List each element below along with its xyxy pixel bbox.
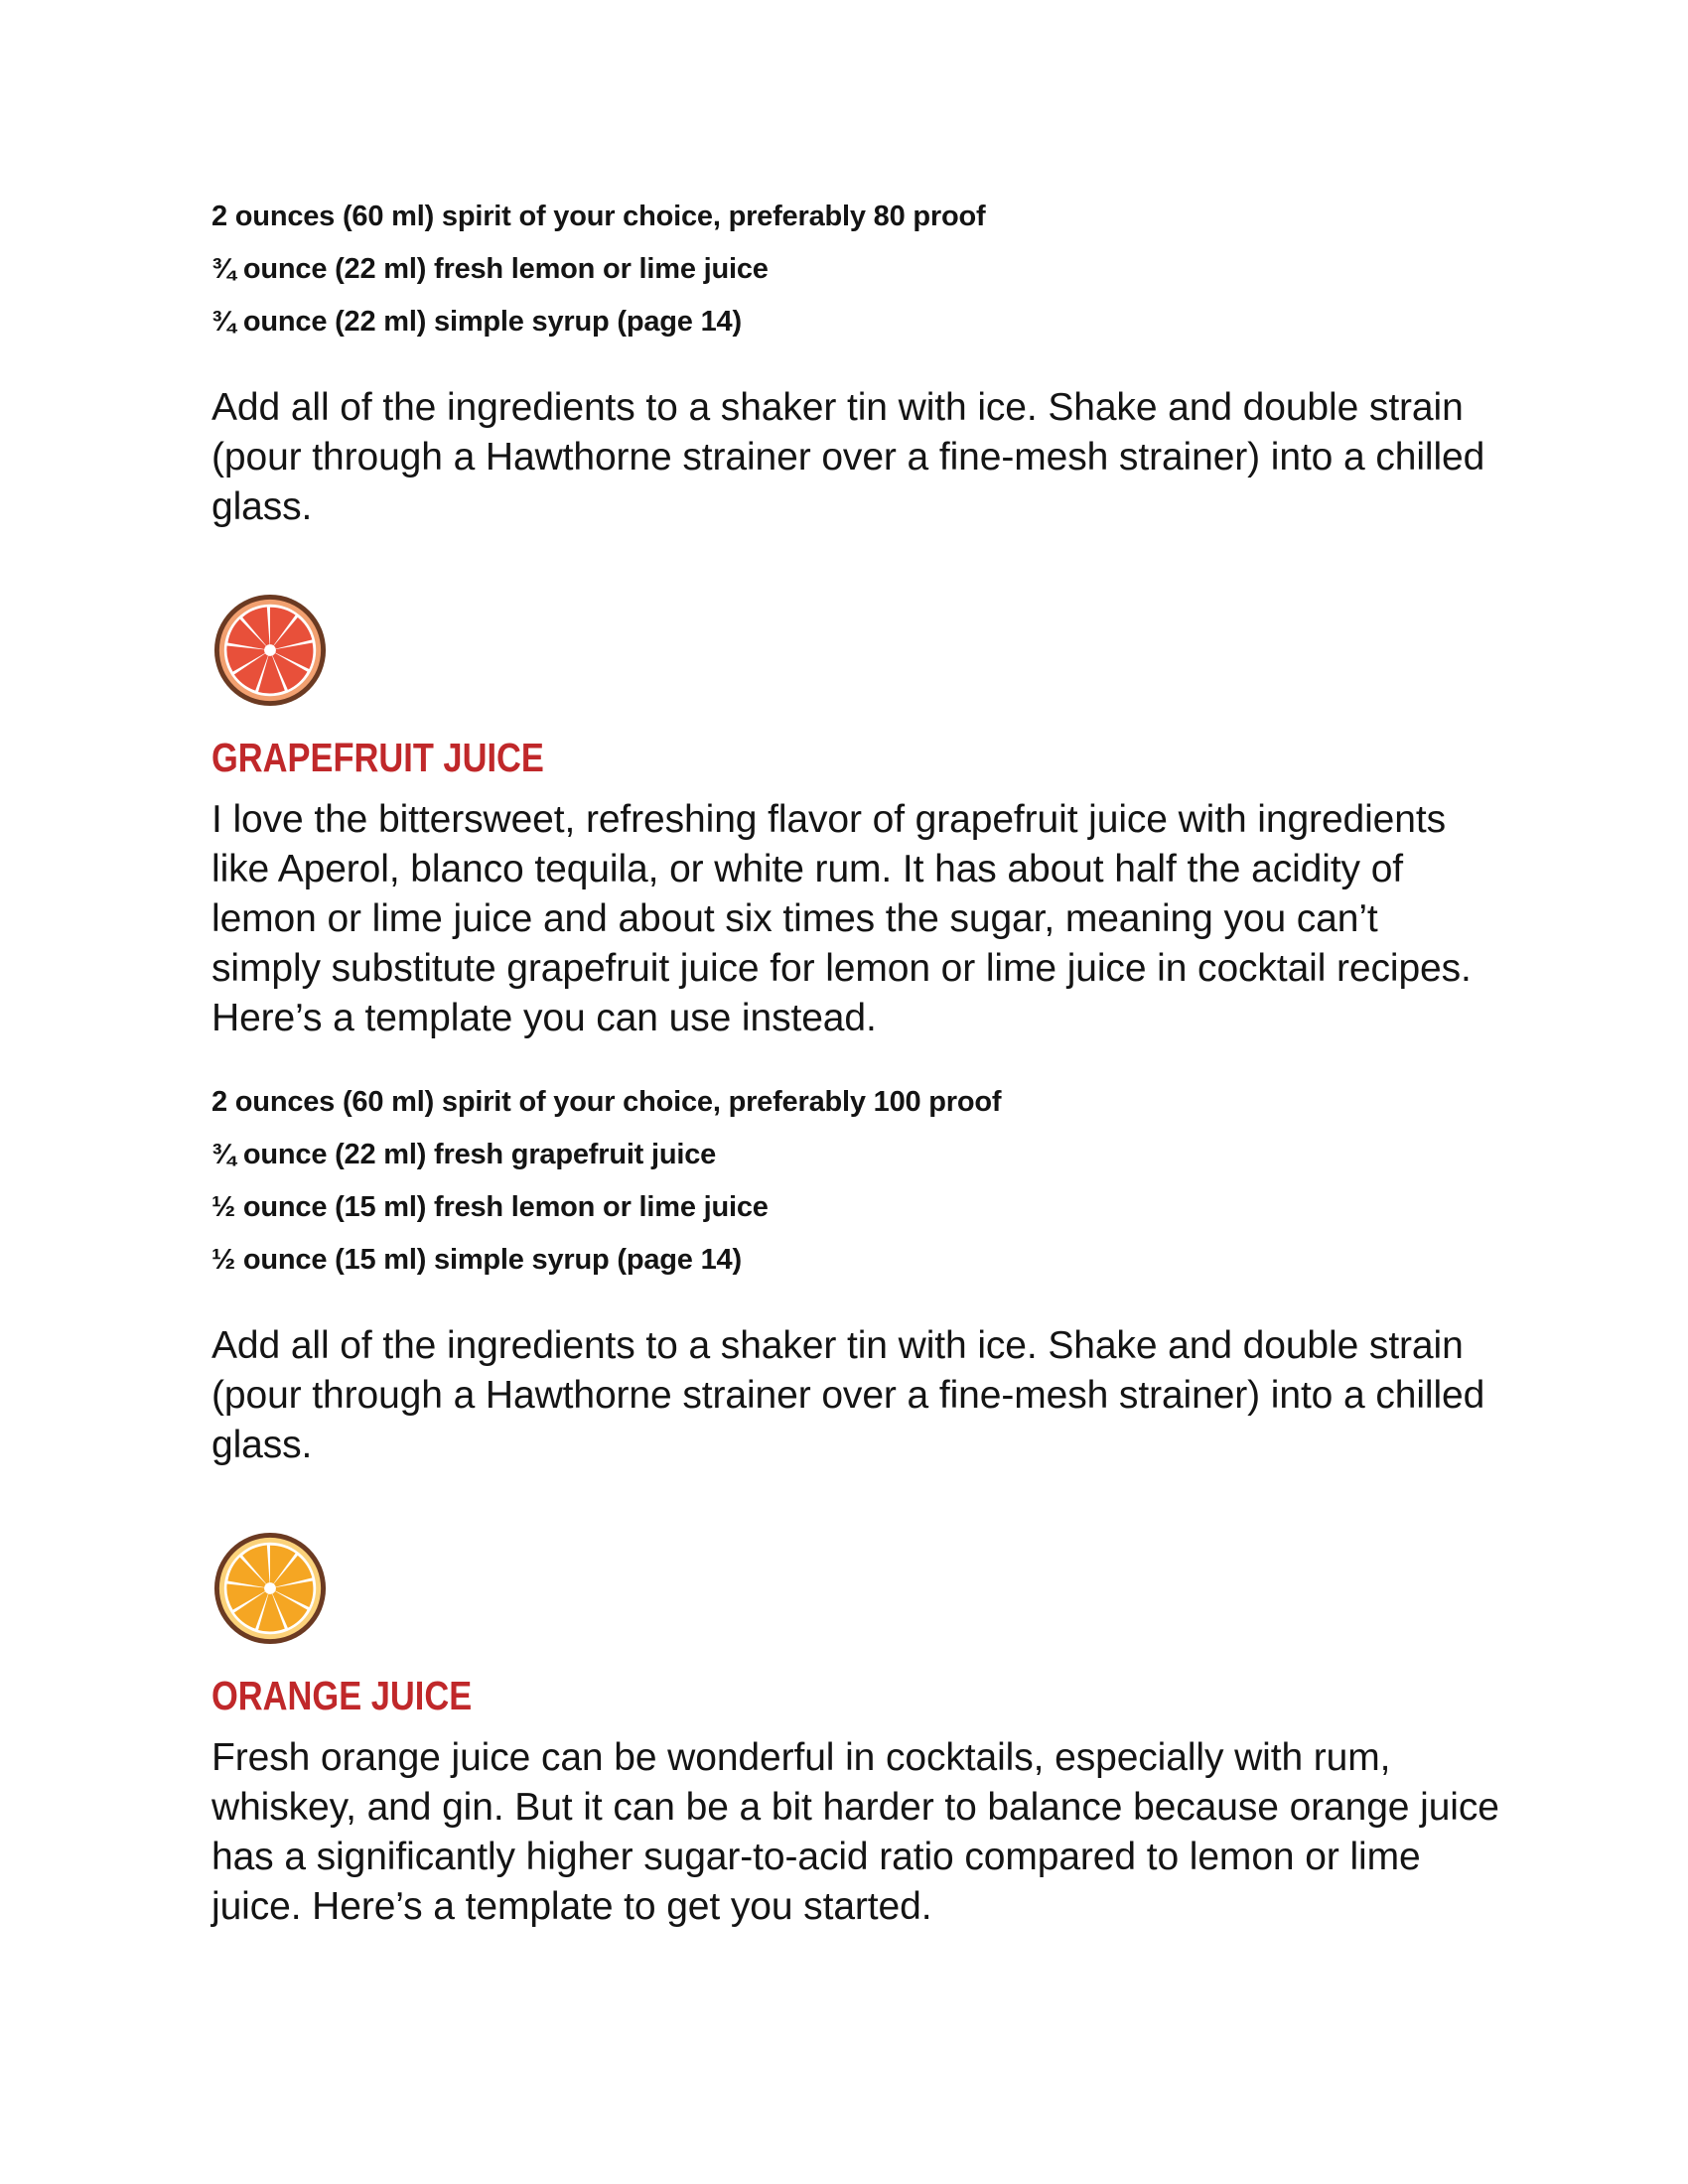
orange-heading: ORANGE JUICE <box>211 1673 473 1718</box>
ingredient-line: ½ ounce (15 ml) fresh lemon or lime juice <box>211 1191 769 1223</box>
ingredient-line: ½ ounce (15 ml) simple syrup (page 14) <box>211 1244 742 1276</box>
grapefruit-ingredients <box>211 1076 1502 1287</box>
sour-template-method: Add all of the ingredients to a shaker tin with ice. Shake and double strain (pour through a Hawthorne strainer over a fine-mesh strainer) into a chilled glass. <box>211 386 1485 528</box>
recipe-page <box>211 0 1502 2184</box>
orange-description: Fresh orange juice can be wonderful in cocktails, especially with rum, whiskey, and gin. But it can be a bit harder to balance because orange juice has a significantly higher sugar-to-acid ratio compared to lemon or lime juice. Here’s a template to get you started. <box>211 1736 1499 1928</box>
orange-slice-icon <box>211 1530 329 1647</box>
grapefruit-heading: GRAPEFRUIT JUICE <box>211 735 544 780</box>
ingredient-line: 2 ounces (60 ml) spirit of your choice, preferably 80 proof <box>211 201 986 232</box>
ingredient-line: ¾ ounce (22 ml) simple syrup (page 14) <box>211 306 742 338</box>
ingredient-line: ¾ ounce (22 ml) fresh lemon or lime juice <box>211 253 769 285</box>
ingredient-line: 2 ounces (60 ml) spirit of your choice, preferably 100 proof <box>211 1086 1002 1118</box>
grapefruit-slice-icon <box>211 592 329 709</box>
grapefruit-description: I love the bittersweet, refreshing flavor of grapefruit juice with ingredients like Aperol, blanco tequila, or white rum. It has about half the acidity of lemon or lime juice and about six times the sugar, meaning you can’t simply substitute grapefruit juice for lemon or lime juice in cocktail recipes. Here’s a template you can use instead. <box>211 798 1472 1039</box>
grapefruit-method: Add all of the ingredients to a shaker tin with ice. Shake and double strain (pour through a Hawthorne strainer over a fine-mesh strainer) into a chilled glass. <box>211 1324 1485 1466</box>
ingredient-line: ¾ ounce (22 ml) fresh grapefruit juice <box>211 1139 717 1170</box>
sour-template-ingredients <box>211 191 1502 348</box>
